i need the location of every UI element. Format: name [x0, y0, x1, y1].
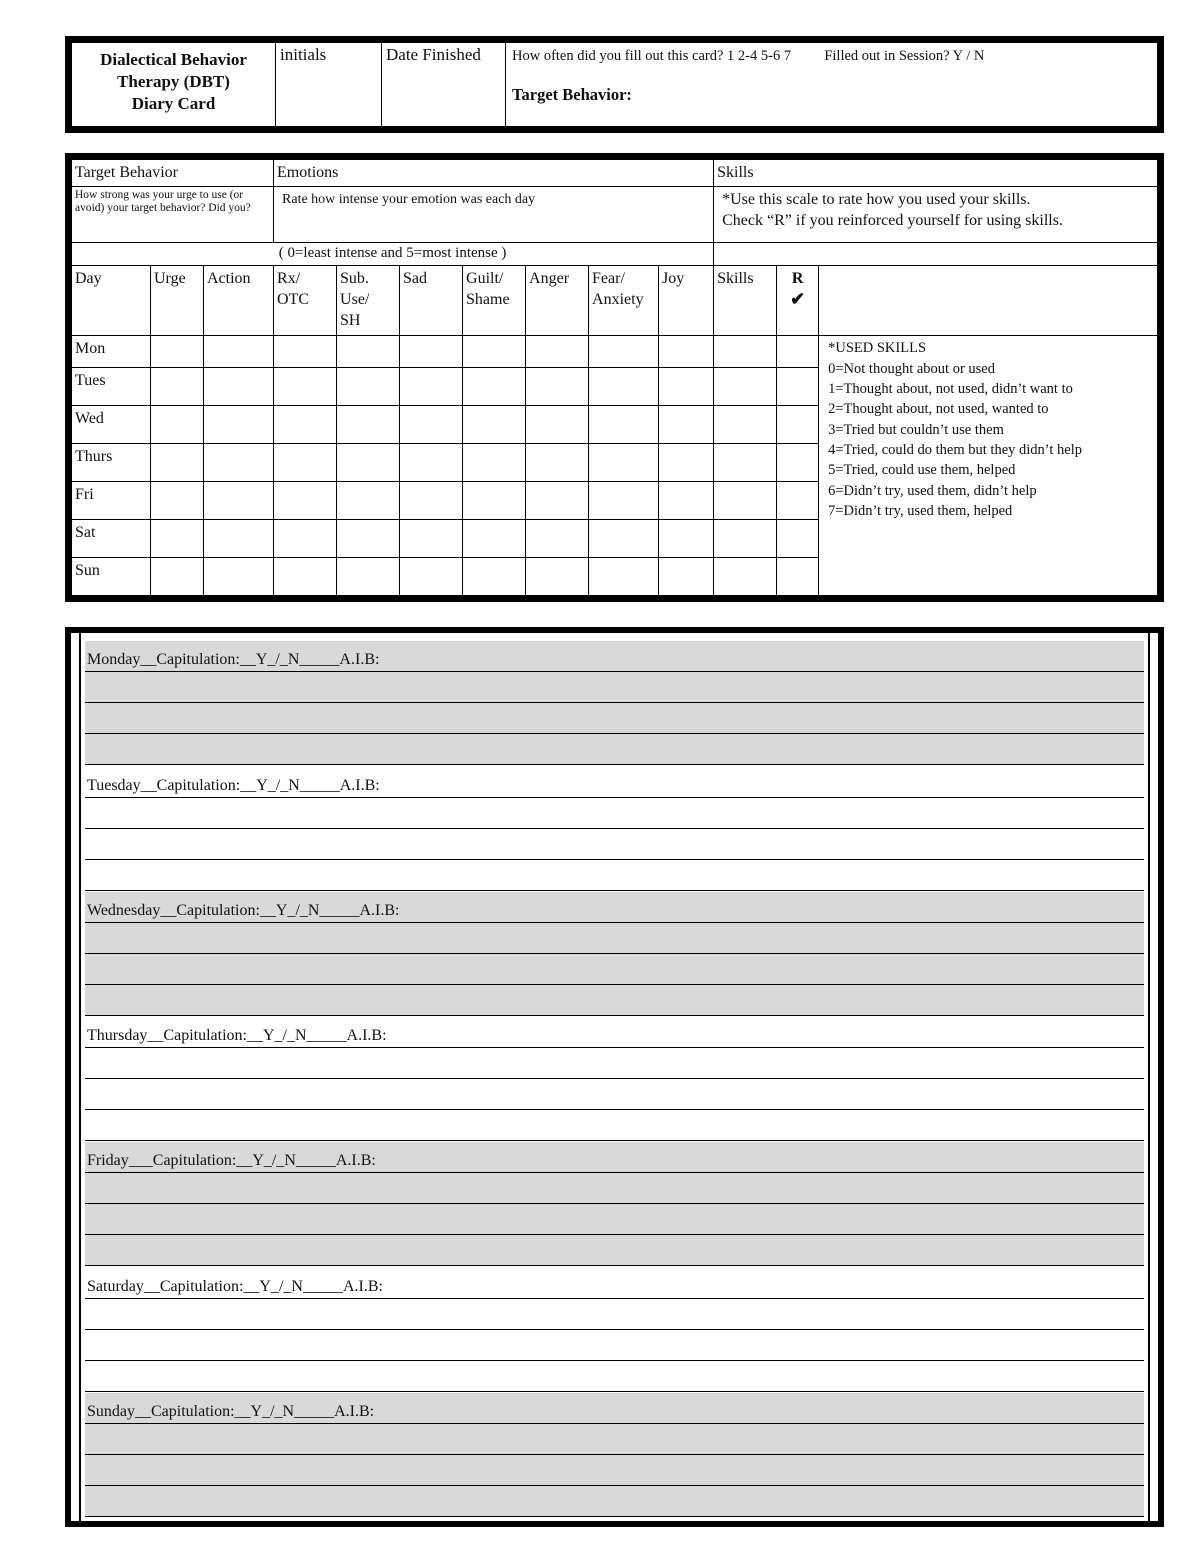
- target-behavior-heading: Target Behavior: [72, 160, 274, 187]
- title-line-3: Diary Card: [131, 94, 216, 113]
- day-label: Fri: [72, 482, 151, 520]
- skills-cell[interactable]: [714, 482, 777, 520]
- journal-entry-line[interactable]: [85, 1455, 1144, 1486]
- fear-cell[interactable]: [589, 336, 659, 368]
- rx-cell[interactable]: [274, 406, 337, 444]
- anger-cell[interactable]: [526, 444, 589, 482]
- journal-day-label: Saturday__Capitulation:__Y_/_N_____A.I.B:: [87, 1278, 383, 1295]
- day-label: Wed: [72, 406, 151, 444]
- guilt-cell[interactable]: [463, 520, 526, 558]
- journal-entry-line[interactable]: [85, 1110, 1144, 1141]
- col-sub-line-2: Use/: [340, 290, 370, 308]
- journal-day-label: Wednesday__Capitulation:__Y_/_N_____A.I.B:: [87, 902, 400, 919]
- rx-cell[interactable]: [274, 520, 337, 558]
- r-cell[interactable]: [777, 558, 819, 596]
- sub-use-cell[interactable]: [337, 520, 400, 558]
- journal-entry-line[interactable]: [85, 703, 1144, 734]
- journal-entry-line[interactable]: [85, 1204, 1144, 1235]
- action-cell[interactable]: [204, 444, 274, 482]
- r-cell[interactable]: [777, 368, 819, 406]
- anger-cell[interactable]: [526, 336, 589, 368]
- journal-entry-line[interactable]: [85, 734, 1144, 765]
- journal-day-sunday: [85, 1393, 1144, 1517]
- joy-cell[interactable]: [659, 482, 714, 520]
- emotions-heading: Emotions: [274, 160, 714, 187]
- sub-use-cell[interactable]: [337, 406, 400, 444]
- journal-entry-line[interactable]: [85, 1079, 1144, 1110]
- action-cell[interactable]: [204, 482, 274, 520]
- legend-title: *USED SKILLS: [828, 340, 927, 357]
- journal-entry-line[interactable]: [85, 1235, 1144, 1266]
- guilt-cell[interactable]: [463, 336, 526, 368]
- legend-item: 7=Didn’t try, used them, helped: [828, 502, 1013, 519]
- rx-cell[interactable]: [274, 558, 337, 596]
- r-cell[interactable]: [777, 444, 819, 482]
- legend-item: 3=Tried but couldn’t use them: [828, 421, 1004, 438]
- fear-cell[interactable]: [589, 368, 659, 406]
- sad-cell[interactable]: [400, 558, 463, 596]
- urge-cell[interactable]: [151, 558, 204, 596]
- r-cell[interactable]: [777, 482, 819, 520]
- journal-entry-line[interactable]: [85, 1017, 1144, 1048]
- day-label: Sat: [72, 520, 151, 558]
- joy-cell[interactable]: [659, 520, 714, 558]
- target-behavior-description: How strong was your urge to use (or avoid) your target behavior? Did you?: [72, 186, 274, 242]
- sad-cell[interactable]: [400, 444, 463, 482]
- sub-use-cell[interactable]: [337, 558, 400, 596]
- col-fear-line-1: Fear/: [592, 269, 625, 287]
- fear-cell[interactable]: [589, 482, 659, 520]
- journal-border-right: [1148, 633, 1150, 1521]
- journal-entry-line[interactable]: [85, 829, 1144, 860]
- sad-cell[interactable]: [400, 368, 463, 406]
- day-label: Sun: [72, 558, 151, 596]
- guilt-cell[interactable]: [463, 558, 526, 596]
- col-rx-line-2: OTC: [277, 290, 310, 308]
- date-finished-field[interactable]: [382, 43, 506, 127]
- guilt-cell[interactable]: [463, 368, 526, 406]
- header-box: [65, 36, 1164, 133]
- journal-day-label: Tuesday__Capitulation:__Y_/_N_____A.I.B:: [87, 777, 380, 794]
- card-info-cell: [506, 43, 1158, 127]
- journal-day-friday: [85, 1142, 1144, 1266]
- skills-cell[interactable]: [714, 520, 777, 558]
- legend-item: 4=Tried, could do them but they didn’t help: [828, 441, 1082, 458]
- day-label: Mon: [72, 336, 151, 368]
- skills-cell[interactable]: [714, 406, 777, 444]
- legend-item: 0=Not thought about or used: [828, 360, 995, 377]
- day-label: Thurs: [72, 444, 151, 482]
- col-fear-anxiety: [589, 265, 659, 336]
- journal-entry-line[interactable]: [85, 892, 1144, 923]
- col-joy: Joy: [659, 265, 714, 336]
- guilt-cell[interactable]: [463, 406, 526, 444]
- urge-cell[interactable]: [151, 520, 204, 558]
- journal-day-thursday: [85, 1017, 1144, 1141]
- skills-description: [714, 186, 1158, 242]
- check-icon: ✔: [790, 288, 806, 309]
- journal-entry-line[interactable]: [85, 641, 1144, 672]
- anger-cell[interactable]: [526, 368, 589, 406]
- journal-day-label: Friday___Capitulation:__Y_/_N_____A.I.B:: [87, 1152, 376, 1169]
- journal-day-monday: [85, 641, 1144, 765]
- journal-entry-line[interactable]: [85, 985, 1144, 1016]
- anger-cell[interactable]: [526, 406, 589, 444]
- journal-entry-line[interactable]: [85, 1048, 1144, 1079]
- col-rx-line-1: Rx/: [277, 269, 301, 287]
- target-behavior-label[interactable]: Target Behavior:: [512, 85, 632, 104]
- legend-item: 6=Didn’t try, used them, didn’t help: [828, 482, 1037, 499]
- rx-cell[interactable]: [274, 482, 337, 520]
- session-question[interactable]: Filled out in Session? Y / N: [824, 48, 985, 64]
- col-fear-line-2: Anxiety: [592, 290, 644, 308]
- intensity-scale-note: ( 0=least intense and 5=most intense ): [72, 243, 714, 266]
- blank-cell: [714, 243, 1158, 266]
- fear-cell[interactable]: [589, 558, 659, 596]
- journal-entry-line[interactable]: [85, 860, 1144, 891]
- col-rx-otc: [274, 265, 337, 336]
- col-urge: Urge: [151, 265, 204, 336]
- journal-entry-line[interactable]: [85, 954, 1144, 985]
- sub-use-cell[interactable]: [337, 444, 400, 482]
- urge-cell[interactable]: [151, 482, 204, 520]
- journal-entry-line[interactable]: [85, 798, 1144, 829]
- fear-cell[interactable]: [589, 406, 659, 444]
- daily-journal: [65, 627, 1164, 1527]
- anger-cell[interactable]: [526, 482, 589, 520]
- action-cell[interactable]: [204, 558, 274, 596]
- col-action: Action: [204, 265, 274, 336]
- journal-entry-line[interactable]: [85, 1486, 1144, 1517]
- journal-day-label: Thursday__Capitulation:__Y_/_N_____A.I.B:: [87, 1027, 387, 1044]
- journal-entry-line[interactable]: [85, 1361, 1144, 1392]
- sad-cell[interactable]: [400, 482, 463, 520]
- urge-cell[interactable]: [151, 336, 204, 368]
- col-sad: Sad: [400, 265, 463, 336]
- initials-label: initials: [280, 45, 327, 64]
- journal-day-label: Sunday__Capitulation:__Y_/_N_____A.I.B:: [87, 1403, 375, 1420]
- fear-cell[interactable]: [589, 520, 659, 558]
- sad-cell[interactable]: [400, 520, 463, 558]
- action-cell[interactable]: [204, 368, 274, 406]
- sub-use-cell[interactable]: [337, 368, 400, 406]
- r-cell[interactable]: [777, 406, 819, 444]
- sad-cell[interactable]: [400, 406, 463, 444]
- day-label: Tues: [72, 368, 151, 406]
- journal-day-wednesday: [85, 892, 1144, 1016]
- col-sub-use: [337, 265, 400, 336]
- table-row: [72, 336, 1158, 368]
- skills-cell[interactable]: [714, 336, 777, 368]
- joy-cell[interactable]: [659, 368, 714, 406]
- anger-cell[interactable]: [526, 558, 589, 596]
- fear-cell[interactable]: [589, 444, 659, 482]
- joy-cell[interactable]: [659, 444, 714, 482]
- joy-cell[interactable]: [659, 336, 714, 368]
- journal-day-label: Monday__Capitulation:__Y_/_N_____A.I.B:: [87, 651, 380, 668]
- journal-entry-line[interactable]: [85, 1299, 1144, 1330]
- action-cell[interactable]: [204, 520, 274, 558]
- col-skills: Skills: [714, 265, 777, 336]
- r-cell[interactable]: [777, 520, 819, 558]
- legend-item: 1=Thought about, not used, didn’t want to: [828, 381, 1073, 398]
- journal-entry-line[interactable]: [85, 1393, 1144, 1424]
- column-header-row: [72, 265, 1158, 336]
- used-skills-legend: [819, 336, 1158, 596]
- journal-entry-line[interactable]: [85, 1268, 1144, 1299]
- sub-use-cell[interactable]: [337, 336, 400, 368]
- legend-item: 2=Thought about, not used, wanted to: [828, 401, 1049, 418]
- skills-cell[interactable]: [714, 368, 777, 406]
- journal-entry-line[interactable]: [85, 672, 1144, 703]
- journal-entry-line[interactable]: [85, 767, 1144, 798]
- r-cell[interactable]: [777, 336, 819, 368]
- col-anger: Anger: [526, 265, 589, 336]
- rx-cell[interactable]: [274, 368, 337, 406]
- journal-entry-line[interactable]: [85, 923, 1144, 954]
- skills-description-line-1: *Use this scale to rate how you used your skills.: [722, 190, 1031, 208]
- skills-description-line-2: Check “R” if you reinforced yourself for using skills.: [722, 211, 1063, 229]
- joy-cell[interactable]: [659, 406, 714, 444]
- guilt-cell[interactable]: [463, 482, 526, 520]
- skills-cell[interactable]: [714, 444, 777, 482]
- rx-cell[interactable]: [274, 336, 337, 368]
- rx-cell[interactable]: [274, 444, 337, 482]
- col-guilt-line-2: Shame: [466, 290, 510, 308]
- emotions-description: Rate how intense your emotion was each day: [274, 186, 714, 242]
- card-title: [72, 43, 276, 127]
- frequency-question[interactable]: How often did you fill out this card? 1 2-4 5-6 7: [512, 48, 792, 64]
- action-cell[interactable]: [204, 406, 274, 444]
- col-sub-line-3: SH: [340, 311, 361, 329]
- title-line-2: Therapy (DBT): [117, 72, 230, 91]
- journal-entry-line[interactable]: [85, 1173, 1144, 1204]
- skills-cell[interactable]: [714, 558, 777, 596]
- col-sub-line-1: Sub.: [340, 269, 369, 287]
- joy-cell[interactable]: [659, 558, 714, 596]
- col-day: Day: [72, 265, 151, 336]
- action-cell[interactable]: [204, 336, 274, 368]
- journal-entry-line[interactable]: [85, 1142, 1144, 1173]
- sub-use-cell[interactable]: [337, 482, 400, 520]
- anger-cell[interactable]: [526, 520, 589, 558]
- journal-entry-line[interactable]: [85, 1330, 1144, 1361]
- sad-cell[interactable]: [400, 336, 463, 368]
- urge-cell[interactable]: [151, 444, 204, 482]
- col-guilt-shame: [463, 265, 526, 336]
- date-finished-label: Date Finished: [386, 45, 481, 64]
- urge-cell[interactable]: [151, 406, 204, 444]
- diary-grid: [65, 153, 1164, 602]
- initials-field[interactable]: [276, 43, 382, 127]
- legend-item: 5=Tried, could use them, helped: [828, 462, 1016, 479]
- urge-cell[interactable]: [151, 368, 204, 406]
- journal-border-left: [79, 633, 81, 1521]
- blank-cell: [819, 265, 1158, 336]
- guilt-cell[interactable]: [463, 444, 526, 482]
- journal-entry-line[interactable]: [85, 1424, 1144, 1455]
- journal-day-tuesday: [85, 767, 1144, 891]
- journal-day-saturday: [85, 1268, 1144, 1392]
- skills-heading: Skills: [714, 160, 1158, 187]
- col-r: [777, 265, 819, 336]
- col-r-label: R: [791, 269, 804, 287]
- col-guilt-line-1: Guilt/: [466, 269, 504, 287]
- title-line-1: Dialectical Behavior: [100, 50, 247, 69]
